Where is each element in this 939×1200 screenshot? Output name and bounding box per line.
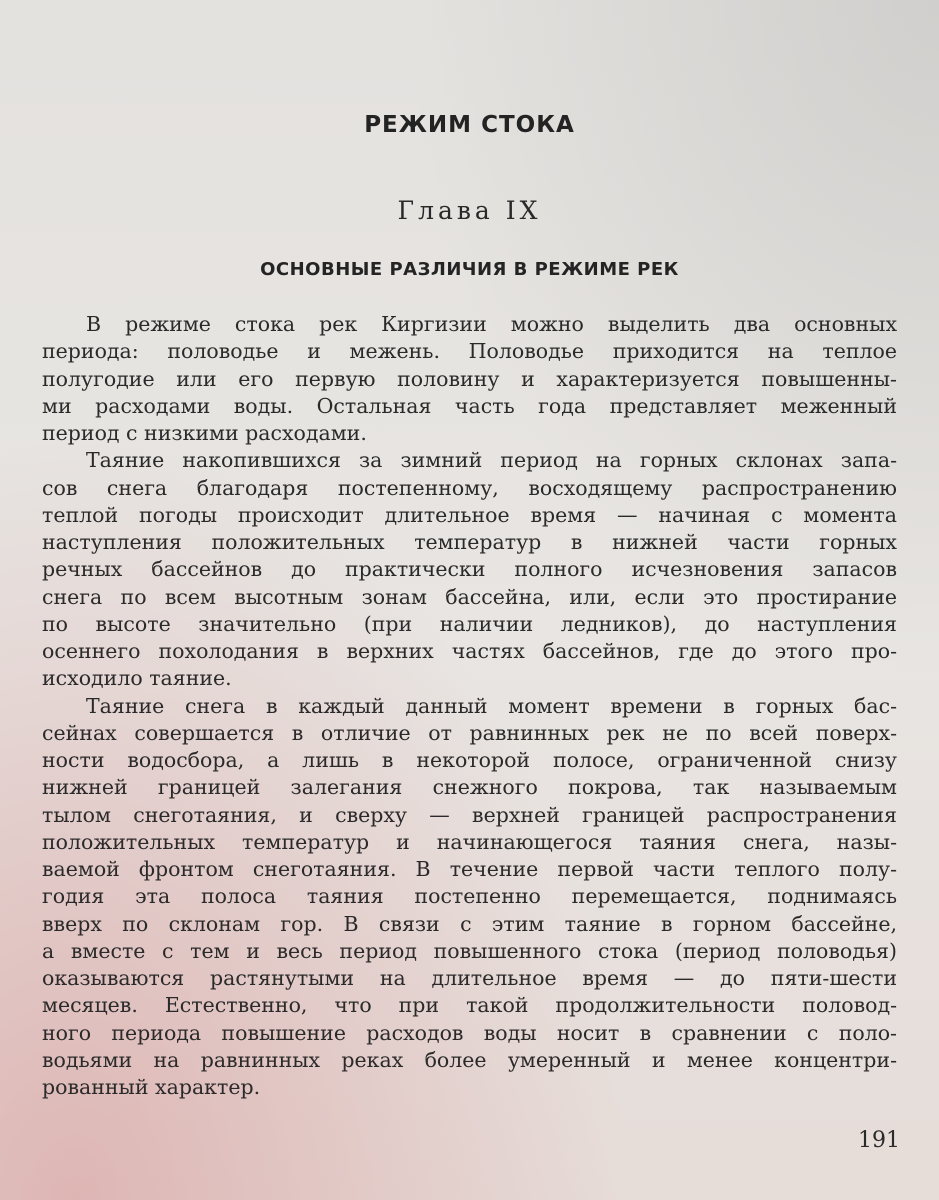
text-line: периода: половодье и межень. Половодье приходится на теплое: [42, 339, 897, 364]
text-line: снега по всем высотным зонам бассейна, или, если это простирание: [42, 584, 897, 609]
text-line: положительных температур и начинающегося таяния снега, назы-: [42, 829, 897, 854]
text-line: осеннего похолодания в верхних частях бассейнов, где до этого про-: [42, 639, 897, 663]
page-number: 191: [858, 1128, 900, 1153]
body-text: [42, 311, 897, 1101]
text-line: Таяние накопившихся за зимний период на горных склонах запа-: [86, 448, 897, 473]
text-line: наступления положительных температур в нижней части горных: [42, 530, 897, 554]
text-line: теплой погоды происходит длительное время — начиная с момента: [42, 502, 897, 527]
text-line: полугодие или его первую половину и характеризуется повышенны-: [42, 366, 897, 391]
text-line: а вместе с тем и весь период повышенного стока (период половодья): [42, 938, 897, 963]
text-line: водьями на равнинных реках более умеренный и менее концентри-: [42, 1047, 897, 1072]
text-line: Таяние снега в каждый данный момент времени в горных бас-: [86, 693, 897, 718]
text-line: речных бассейнов до практически полного исчезновения запасов: [42, 557, 897, 582]
text-line: В режиме стока рек Киргизии можно выделить два основных: [86, 312, 897, 336]
text-line: сейнах совершается в отличие от равнинных рек не по всей поверх-: [42, 720, 897, 745]
text-line: ности водосбора, а лишь в некоторой полосе, ограниченной снизу: [42, 748, 897, 772]
text-line: ваемой фронтом снеготаяния. В течение первой части теплого полу-: [42, 857, 897, 881]
text-line: ми расходами воды. Остальная часть года представляет меженный: [42, 393, 897, 418]
text-line: ного периода повышение расходов воды носит в сравнении с поло-: [42, 1020, 897, 1045]
text-line: месяцев. Естественно, что при такой продолжительности половод-: [42, 993, 897, 1018]
text-line: рованный характер.: [42, 1075, 261, 1099]
part-title: РЕЖИМ СТОКА: [364, 112, 575, 138]
text-line: период с низкими расходами.: [42, 421, 367, 445]
text-line: нижней границей залегания снежного покрова, так называемым: [42, 775, 897, 800]
text-line: тылом снеготаяния, и сверху — верхней границей распространения: [42, 802, 897, 827]
text-line: годия эта полоса таяния постепенно перемещается, поднимаясь: [42, 884, 897, 909]
chapter-title: Глава IX: [397, 196, 542, 225]
text-line: сов снега благодаря постепенному, восходящему распространению: [42, 475, 897, 500]
text-line: по высоте значительно (при наличии ледников), до наступления: [42, 611, 897, 636]
text-line: исходило таяние.: [42, 666, 232, 691]
text-line: оказываются растянутыми на длительное время — до пяти-шести: [42, 966, 897, 990]
text-line: вверх по склонам гор. В связи с этим таяние в горном бассейне,: [42, 911, 897, 936]
section-title: ОСНОВНЫЕ РАЗЛИЧИЯ В РЕЖИМЕ РЕК: [260, 259, 679, 280]
